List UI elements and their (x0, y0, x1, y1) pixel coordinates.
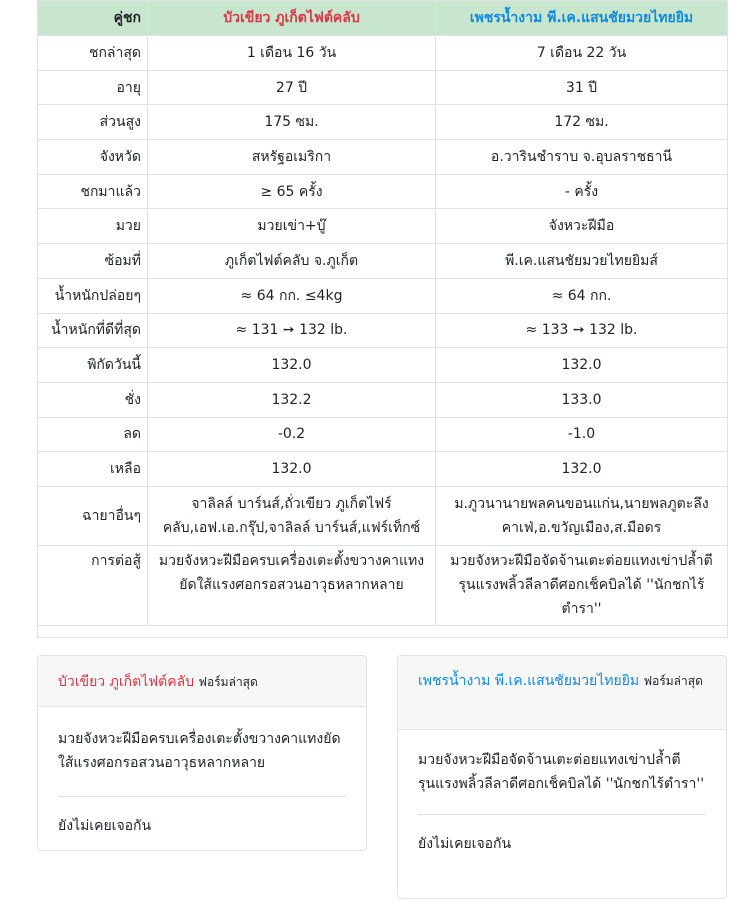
fighter-b-value: 7 เดือน 22 วัน (436, 36, 728, 71)
fighter-b-value: มวยจังหวะฝีมือจัดจ้านเตะต่อยแทงเข่าปล้ำตีรุนแรงพลิ้วลีลาดีศอกเช็คบิลได้ ''นักชกไร้ตำรา'' (436, 545, 728, 625)
row-label: ลด (38, 417, 148, 452)
header-label: คู่ชก (38, 1, 148, 36)
fighter-b-description: มวยจังหวะฝีมือจัดจ้านเตะต่อยแทงเข่าปล้ำตีรุนแรงพลิ้วลีลาดีศอกเช็คบิลได้ ''นักชกไร้ตำรา'' (418, 752, 705, 792)
fighter-b-value: 132.0 (436, 348, 728, 383)
table-row (38, 140, 728, 175)
row-label: การต่อสู้ (38, 545, 148, 625)
table-row (38, 244, 728, 279)
fighter-b-value: 31 ปี (436, 70, 728, 105)
table-row (38, 278, 728, 313)
fighter-a-description: มวยจังหวะฝีมือครบเครื่องเตะตั้งขวางคาแทงยัดใส้แรงศอกรอสวนอาวุธหลากหลาย (58, 731, 341, 771)
card-header (38, 656, 366, 707)
fighter-b-name-link[interactable]: เพชรน้ำงาม พี.เค.แสนชัยมวยไทยยิม (418, 673, 640, 689)
row-label: ชกมาแล้ว (38, 174, 148, 209)
table-row (38, 382, 728, 417)
fighter-a-name-link[interactable]: บัวเขียว ภูเก็ตไฟต์คลับ (58, 674, 195, 690)
fighter-a-value: 27 ปี (148, 70, 436, 105)
row-label: น้ำหนักปล่อยๆ (38, 278, 148, 313)
comparison-section (37, 0, 727, 638)
fighter-b-value: อ.วารินชำราบ จ.อุบลราชธานี (436, 140, 728, 175)
fighter-b-form-card (397, 655, 727, 899)
row-label: อายุ (38, 70, 148, 105)
fighter-a-value: มวยจังหวะฝีมือครบเครื่องเตะตั้งขวางคาแทงยัดใส้แรงศอกรอสวนอาวุธหลากหลาย (148, 545, 436, 625)
fighter-a-value: 132.0 (148, 452, 436, 487)
fighter-b-value: พี.เค.แสนชัยมวยไทยยิมส์ (436, 244, 728, 279)
fighter-a-value: 1 เดือน 16 วัน (148, 36, 436, 71)
fighter-b-value: 132.0 (436, 452, 728, 487)
row-label: ชั่ง (38, 382, 148, 417)
row-label: จังหวัด (38, 140, 148, 175)
form-label: ฟอร์มล่าสุด (198, 675, 258, 689)
row-label: น้ำหนักที่ดีที่สุด (38, 313, 148, 348)
fighter-a-value: ≈ 64 กก. ≤4kg (148, 278, 436, 313)
row-label: พิกัดวันนี้ (38, 348, 148, 383)
row-label: เหลือ (38, 452, 148, 487)
fighter-a-value: ≈ 131 ➙ 132 lb. (148, 313, 436, 348)
table-row (38, 452, 728, 487)
fighter-a-value: จาลิลล์ บาร์นส์,ถั่วเขียว ภูเก็ตไฟร์คลับ,เอฟ.เอ.กรุ๊ป,จาลิลล์ บาร์นส์,แฟร์เท็กซ์ (148, 486, 436, 545)
fighter-b-value: ≈ 133 ➙ 132 lb. (436, 313, 728, 348)
header-fighter-a[interactable]: บัวเขียว ภูเก็ตไฟต์คลับ (148, 1, 436, 36)
header-fighter-b[interactable]: เพชรน้ำงาม พี.เค.แสนชัยมวยไทยยิม (436, 1, 728, 36)
fighter-b-value: - ครั้ง (436, 174, 728, 209)
fighter-a-form-card (37, 655, 367, 851)
table-row (38, 209, 728, 244)
fighter-a-value: -0.2 (148, 417, 436, 452)
form-label: ฟอร์มล่าสุด (643, 674, 703, 688)
table-row (38, 348, 728, 383)
table-header-row (38, 1, 728, 36)
row-label: ชกล่าสุด (38, 36, 148, 71)
table-row (38, 174, 728, 209)
table-spacer-row (38, 625, 728, 637)
fighter-a-value: 132.2 (148, 382, 436, 417)
row-label: ฉายาอื่นๆ (38, 486, 148, 545)
card-body (38, 707, 366, 838)
card-body (398, 730, 726, 856)
fighter-b-value: 172 ซม. (436, 105, 728, 140)
fighter-a-value: สหรัฐอเมริกา (148, 140, 436, 175)
table-row (38, 313, 728, 348)
fighter-a-value: ≥ 65 ครั้ง (148, 174, 436, 209)
fighter-b-value: ม.ภูวนานายพลคนขอนแก่น,นายพลภูตะลึงคาเฟ่,อ.ขวัญเมือง,ส.มือดร (436, 486, 728, 545)
fighter-b-value: ≈ 64 กก. (436, 278, 728, 313)
spacer-cell (38, 625, 728, 637)
row-label: มวย (38, 209, 148, 244)
fighter-a-value: มวยเข่า+บู๊ (148, 209, 436, 244)
card-header (398, 656, 726, 730)
head-to-head-history: ยังไม่เคยเจอกัน (418, 836, 512, 852)
table-row (38, 417, 728, 452)
row-label: ซ้อมที่ (38, 244, 148, 279)
table-row (38, 36, 728, 71)
table-row (38, 70, 728, 105)
fighter-a-value: ภูเก็ตไฟต์คลับ จ.ภูเก็ต (148, 244, 436, 279)
fighter-a-value: 175 ซม. (148, 105, 436, 140)
head-to-head-history: ยังไม่เคยเจอกัน (58, 818, 152, 834)
row-label: ส่วนสูง (38, 105, 148, 140)
table-row (38, 486, 728, 545)
fighter-a-value: 132.0 (148, 348, 436, 383)
table-row (38, 105, 728, 140)
fighter-b-value: 133.0 (436, 382, 728, 417)
fighter-comparison-table (37, 0, 728, 638)
fighter-b-value: -1.0 (436, 417, 728, 452)
fighter-b-value: จังหวะฝีมือ (436, 209, 728, 244)
table-row (38, 545, 728, 625)
